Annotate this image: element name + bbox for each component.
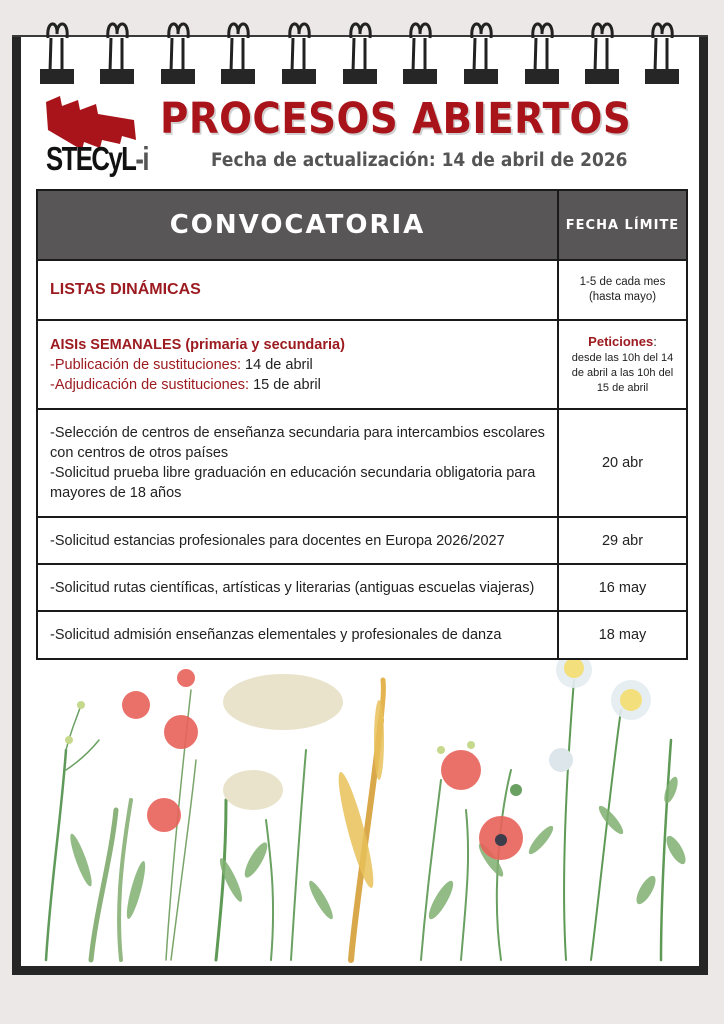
table-header bbox=[37, 190, 687, 260]
table-row bbox=[37, 564, 687, 611]
row-content: -Solicitud admisión enseñanzas elementales y profesionales de danza bbox=[37, 611, 558, 659]
spiral-ring-icon bbox=[585, 14, 619, 86]
spiral-ring-icon bbox=[221, 14, 255, 86]
table-row bbox=[37, 320, 687, 409]
page-title: PROCESOS ABIERTOS bbox=[160, 94, 632, 144]
wildflowers-illustration bbox=[21, 660, 699, 966]
row-date: 29 abr bbox=[558, 517, 687, 564]
spiral-ring-icon bbox=[464, 14, 498, 86]
spiral-ring-icon bbox=[403, 14, 437, 86]
spiral-ring-icon bbox=[161, 14, 195, 86]
row-date: Peticiones: desde las 10h del 14 de abril a las 10h del 15 de abril bbox=[558, 320, 687, 409]
row-date: 20 abr bbox=[558, 409, 687, 517]
row-date: 1-5 de cada mes (hasta mayo) bbox=[558, 260, 687, 320]
row-content: -Selección de centros de enseñanza secundaria para intercambios escolares con centros de otros países -Solicitud prueba libre graduación en educación secundaria obligatoria para mayores de 18 años bbox=[37, 409, 558, 517]
column-header-convocatoria: CONVOCATORIA bbox=[37, 190, 558, 260]
spiral-ring-icon bbox=[282, 14, 316, 86]
table-row bbox=[37, 409, 687, 517]
table-row bbox=[37, 611, 687, 659]
row-content: AISIs SEMANALES (primaria y secundaria) -Publicación de sustituciones: 14 de abril -Adjudicación de sustituciones: 15 de abril bbox=[37, 320, 558, 409]
column-header-fecha-limite: FECHA LÍMITE bbox=[558, 190, 687, 260]
table-row bbox=[37, 517, 687, 564]
spiral-ring-icon bbox=[40, 14, 74, 86]
logo-text: STECyL-i bbox=[46, 140, 148, 177]
spiral-ring-icon bbox=[100, 14, 134, 86]
row-title: LISTAS DINÁMICAS bbox=[37, 260, 558, 320]
row-date: 18 may bbox=[558, 611, 687, 659]
spiral-ring-icon bbox=[343, 14, 377, 86]
processes-table bbox=[36, 189, 688, 660]
table-row bbox=[37, 260, 687, 320]
row-content: -Solicitud estancias profesionales para docentes en Europa 2026/2027 bbox=[37, 517, 558, 564]
row-content: -Solicitud rutas científicas, artísticas y literarias (antiguas escuelas viajeras) bbox=[37, 564, 558, 611]
row-date: 16 may bbox=[558, 564, 687, 611]
spiral-ring-icon bbox=[525, 14, 559, 86]
spiral-ring-icon bbox=[645, 14, 679, 86]
update-date: Fecha de actualización: 14 de abril de 2026 bbox=[211, 150, 628, 171]
